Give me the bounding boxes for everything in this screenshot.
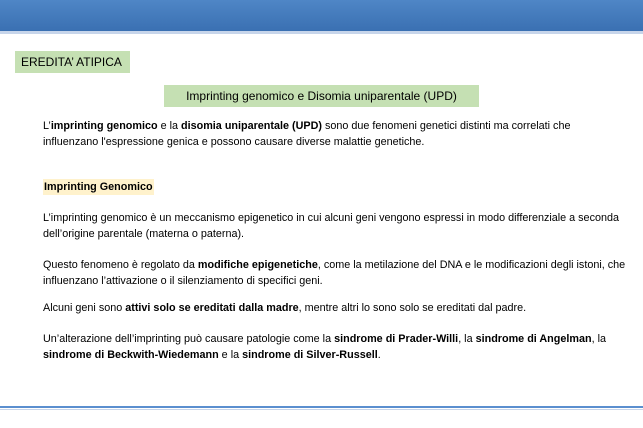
paragraph-pathologies: Un’alterazione dell’imprinting può causare patologie come la sindrome di Prader-Willi, la sindrome di Angelman, la sindrome di Beckwith-Wiedemann e la sindrome di Silver-Russell.	[43, 333, 606, 361]
paragraph-regulation: Questo fenomeno è regolato da modifiche epigenetiche, come la metilazione del DNA e le modificazioni degli istoni, che influenzano l’attivazione o il silenziamento di specifici geni.	[43, 259, 626, 287]
intro-paragraph: L’imprinting genomico e la disomia uniparentale (UPD) sono due fenomeni genetici distinti ma correlati che influenzano l'espressione genica e possono causare diverse malattie genetiche.	[43, 120, 571, 148]
paragraph-definition: L’imprinting genomico è un meccanismo epigenetico in cui alcuni geni vengono espressi in modo differenziale a seconda dell’origine parentale (materna o paterna).	[43, 212, 619, 240]
footer-divider	[0, 406, 643, 408]
footer-divider-light	[0, 409, 643, 410]
paragraph-parental-origin: Alcuni geni sono attivi solo se ereditati dalla madre, mentre altri lo sono solo se ereditati dal padre.	[43, 302, 527, 314]
slide-title: Imprinting genomico e Disomia uniparentale (UPD)	[164, 85, 479, 107]
section-heading: Imprinting Genomico	[44, 181, 153, 193]
header-bar	[0, 0, 643, 34]
section-label: EREDITA’ ATIPICA	[15, 51, 130, 73]
